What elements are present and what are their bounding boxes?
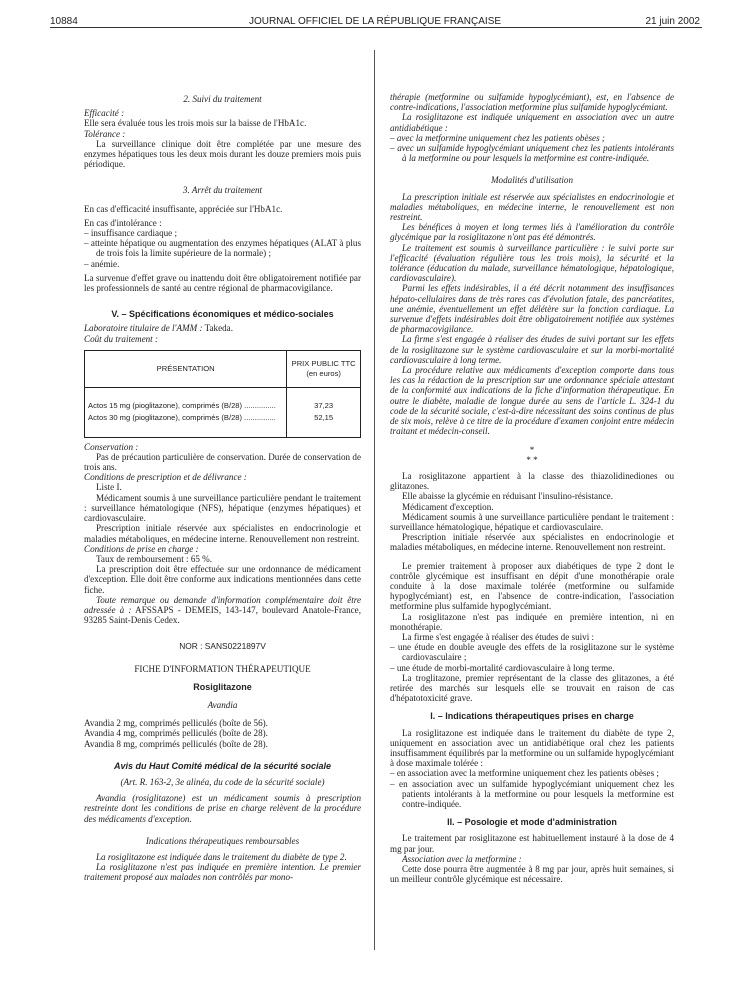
prise-p1: La prescription doit être effectuée sur une ordonnance de médicament d'exception. Elle doit être conforme aux indications mentionnées dans cette fiche. [84,564,361,595]
section-ii-label: Association avec la metformine : [402,853,522,864]
conservation-text: Pas de précaution particulière de conservation. Durée de conservation de trois ans. [84,451,361,473]
conditions-label: Conditions de prescription et de délivrance : [84,472,247,483]
body-p8: La firme s'est engagée à réaliser des études de suivi : [402,631,595,642]
section-i-p1: La rosiglitazone est indiquée dans le traitement du diabète de type 2, uniquement en association avec un antidiabétique oral chez les patients insuffisamment équilibrés par la metformine ou un sulfamide hypoglycémiant à dose maximale tolérée : [390,727,674,769]
body-p4: Médicament soumis à une surveillance particulière pendant le traitement : surveillance hématologique, hépatique et cardiovasculaire. [390,511,674,532]
modalites-heading: Modalités d'utilisation [490,175,574,186]
association-bullet: – avec la metformine uniquement chez les patients obèses ; [390,132,605,143]
header-rule [50,27,702,28]
table-cell-price: 52,15 [287,412,361,424]
section-ii-heading: II. – Posologie et mode d'administration [447,817,617,828]
indications-p1: La rosiglitazone est indiquée dans le traitement du diabète de type 2. [96,851,347,862]
arret-p3: La survenue d'effet grave ou inattendu doit être obligatoirement notifiée par les professionnels de santé au centre régional de pharmacovigilance. [84,272,361,294]
liste: Liste I. [96,482,122,493]
drug-name: Rosiglitazone [193,681,252,692]
association-bullet: – avec un sulfamide hypoglycémiant uniquement chez les patients intolérants à la metformine ou pour lesquels la metformine est contre-indiquée. [390,143,674,164]
brand-name: Avandia [207,699,238,710]
modalites-p1: La prescription initiale est réservée aux spécialistes en endocrinologie et maladies métaboliques, en médecine interne, le renouvellement est non restreint. [390,191,674,223]
table-header-price: PRIX PUBLIC TTC (en euros) [287,350,361,387]
body-p2: Elle abaisse la glycémie en réduisant l'insulino-résistance. [402,491,613,502]
avis-heading: Avis du Haut Comité médical de la sécurité sociale [113,760,332,771]
labo-value: Takeda. [204,323,233,334]
cond-p2: Prescription initiale réservée aux spécialistes en endocrinologie et maladies métaboliques, en médecine interne. Renouvellement non restreint. [84,523,361,544]
separator-stars: * [529,444,535,455]
left-column [84,94,361,883]
section-ii-p2: Cette dose pourra être augmentée à 8 mg par jour, après huit semaines, si un meilleur contrôle glycémique est nécessaire. [390,864,674,885]
continued-paragraph: thérapie (metformine ou sulfamide hypoglycémiant), est, en l'absence de contre-indications, l'association metformine plus sulfamide hypoglycémiant. [390,92,674,113]
presentation-line: Avandia 2 mg, comprimés pelliculés (boîte de 56). [84,718,268,729]
remarque-address: AFSSAPS - DEMEIS, 143-147, boulevard Anatole-France, 93285 Saint-Denis Cedex. [84,604,361,626]
arret-p1: En cas d'efficacité insuffisante, appréciée sur l'HbA1c. [84,203,283,214]
presentation-line: Avandia 8 mg, comprimés pelliculés (boîte de 28). [84,738,268,749]
price-table [84,350,361,438]
efficacite-text: Elle sera évaluée tous les trois mois sur la baisse de l'HbA1c. [84,118,307,129]
avis-text: Avandia (rosiglitazone) est un médicament soumis à prescription restreinte dont les conditions de prise en charge relèvent de la procédure des médicaments d'exception. [84,793,361,824]
page-number: 10884 [50,16,78,27]
taux: Taux de remboursement : 65 %. [96,553,213,564]
modalites-p4: Parmi les effets indésirables, il a été décrit notamment des insuffisances hépato-cellulaires dans de très rares cas d'évolution fatale, des pancréatites, une anémie, éventuellement un effet délétère sur la fonction cardiaque. La survenue d'effets indésirables doit être obligatoirement notifiée aux systèmes de pharmacovigilance. [390,283,674,335]
table-header-presentation: PRÉSENTATION [85,350,287,387]
arret-bullet: – atteinte hépatique ou augmentation des enzymes hépatiques (ALAT à plus de trois fois la limite supérieure de la normale) ; [84,238,361,259]
issue-date: 21 juin 2002 [645,16,700,27]
table-cell-price: 37,23 [287,400,361,412]
cout-label: Coût du traitement : [84,333,159,344]
remarque-italic: Toute remarque ou demande d'information complémentaire doit être adressée à : [84,594,361,615]
cond-p1: Médicament soumis à une surveillance particulière pendant le traitement : surveillance hématologique (NFS), hépatique (enzymes hépatiques) et cardiovasculaire. [84,492,361,524]
table-row [85,412,361,424]
modalites-p3: Le traitement est soumis à surveillance particulière : le suivi porte sur l'efficacité (évaluation régulière tous les trois mois), la sécurité et la tolérance (éducation du malade, surveillance hématologique, hépatologique, cardiovasculaire). [390,242,674,284]
suivi-heading: 2. Suivi du traitement [183,94,262,104]
table-cell-presentation: Actos 15 mg (pioglitazone), comprimés (B/28) ............... [88,401,276,411]
labo-label: Laboratoire titulaire de l'AMM : [84,323,203,334]
table-cell-presentation: Actos 30 mg (pioglitazone), comprimés (B/28) ............... [88,413,276,423]
tolerance-label: Tolérance : [84,128,126,139]
section-i-bullet: – en association avec un sulfamide hypoglycémiant uniquement chez les patients intolérants à la metformine ou pour lesquels la metformine est contre-indiquée. [390,778,674,809]
arret-heading: 3. Arrêt du traitement [182,185,263,196]
modalites-p6: La procédure relative aux médicaments d'exception comporte dans tous les cas la rédaction de la prescription sur une ordonnance spéciale attestant de la conformité aux indications de la fiche d'information thérapeutique. En outre le diabète, maladie de longue durée au sens de l'article L. 324-1 du code de la sécurité sociale, c'est-à-dire nécessitant des soins continus de plus de six mois, relève à ce titre de la procédure d'examen conjoint entre médecin traitant et médecin-conseil. [390,365,674,437]
nor-reference: NOR : SANS0221897V [179,641,266,652]
body-p7: La rosiglitazone n'est pas indiquée en première intention, ni en monothérapie. [390,611,674,632]
column-divider [374,50,375,950]
journal-title: JOURNAL OFFICIEL DE LA RÉPUBLIQUE FRANÇAISE [248,16,502,27]
article-reference: (Art. R. 163-2, 3e alinéa, du code de la sécurité sociale) [120,776,325,787]
body-bullet: – une étude de morbi-mortalité cardiovasculaire à long terme. [390,662,615,673]
modalites-p5: La firme s'est engagée à réaliser des études de suivi portant sur les effets de la rosiglitazone sur le système cardiovasculaire et sur la morbi-mortalité cardiovasculaire à long terme. [390,334,674,365]
association-paragraph: La rosiglitazone est indiquée uniquement en association avec un autre antidiabétique : [390,112,674,133]
section-i-bullet: – en association avec la metformine uniquement chez les patients obèses ; [390,768,659,779]
body-p6: Le premier traitement à proposer aux diabétiques de type 2 dont le contrôle glycémique est insuffisant en dépit d'une monothérapie orale conduite à la dose maximale tolérée (metformine ou sulfamide hypoglycémiant) est, en l'absence de contre-indication, l'association metformine plus sulfamide hypoglycémiant. [390,560,674,612]
section-ii-p1: Le traitement par rosiglitazone est habituellement instauré à la dose de 4 mg par jour. [390,833,674,854]
tolerance-text: La surveillance clinique doit être complétée par une mesure des enzymes hépatiques tous les deux mois durant les douze premiers mois puis périodique. [84,138,361,170]
body-p5: Prescription initiale réservée aux spécialistes en endocrinologie et maladies métaboliques, en médecine interne. Renouvellement non restreint. [390,532,674,553]
presentation-line: Avandia 4 mg, comprimés pelliculés (boîte de 28). [84,728,268,739]
efficacite-label: Efficacité : [84,108,125,119]
body-p3: Médicament d'exception. [402,501,494,512]
table-row [85,400,361,412]
body-p1: La rosiglitazone appartient à la classe des thiazolidinediones ou glitazones. [390,470,674,492]
arret-p2: En cas d'intolérance : [84,217,162,228]
right-column [390,92,674,884]
indications-heading: Indications thérapeutiques remboursables [145,835,300,846]
modalites-p2: Les bénéfices à moyen et long termes liés à l'amélioration du contrôle glycémique par la rosiglitazone n'ont pas été démontrés. [390,222,674,243]
section-v-heading: V. – Spécifications économiques et médico-sociales [111,309,334,320]
indications-p2: La rosiglitazone n'est pas indiquée en première intention. Le premier traitement proposé aux malades non contrôlés par mono- [84,862,361,883]
prise-label: Conditions de prise en charge : [84,543,199,554]
separator-stars: * * [526,454,538,465]
section-i-heading: I. – Indications thérapeutiques prises en charge [430,711,634,722]
body-p9: La troglitazone, premier représentant de la classe des glitazones, a été retirée des marchés sur lesquels elle se trouvait en raison de cas d'hépatotoxicité grave. [390,672,674,704]
conservation-label: Conservation : [84,441,139,452]
body-bullet: – une étude en double aveugle des effets de la rosiglitazone sur le système cardiovasculaire ; [390,642,674,663]
fiche-title: FICHE D'INFORMATION THÉRAPEUTIQUE [134,663,311,674]
arret-bullet: – insuffisance cardiaque ; [84,228,178,239]
arret-bullet: – anémie. [84,258,120,269]
